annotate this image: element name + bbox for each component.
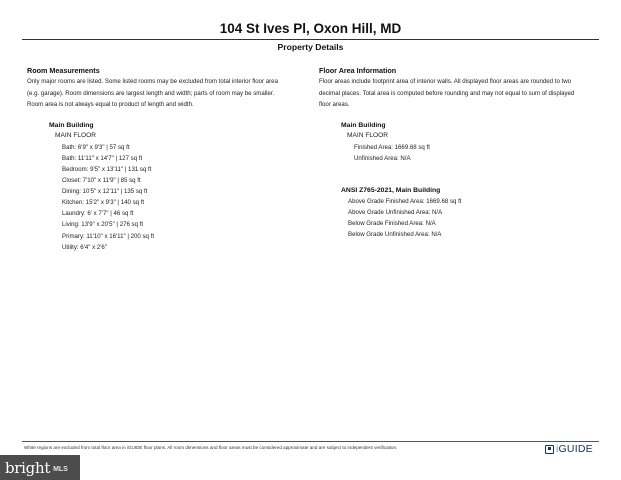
footer-divider bbox=[22, 441, 599, 442]
bright-mls-watermark bbox=[0, 455, 80, 480]
text-line: Only major rooms are listed. Some listed rooms may be excluded from total interior floor area bbox=[27, 78, 278, 85]
room-list bbox=[49, 142, 154, 253]
floor-area-info-section bbox=[319, 66, 601, 111]
rooms-building-title: Main Building bbox=[49, 122, 94, 129]
bright-logo-suffix: MLS bbox=[53, 465, 68, 473]
iguide-logo bbox=[545, 442, 593, 456]
room-measurements-text bbox=[27, 76, 309, 111]
ansi-heading: ANSI Z765-2021, Main Building bbox=[341, 187, 441, 194]
text-line: Room area is not always equal to product of length and width. bbox=[27, 101, 194, 109]
area-list bbox=[341, 142, 430, 164]
room-measurements-heading: Room Measurements bbox=[27, 66, 100, 75]
area-floor-label: MAIN FLOOR bbox=[347, 132, 389, 139]
room-item: Bedroom: 9'5" x 13'11" | 131 sq ft bbox=[62, 165, 152, 173]
text-line: Floor areas include footprint area of interior walls. All displayed floor areas are rounded to two bbox=[319, 78, 572, 85]
title-divider bbox=[22, 39, 599, 40]
bright-logo-word: bright bbox=[5, 458, 51, 477]
room-item: Laundry: 6' x 7'7" | 46 sq ft bbox=[62, 210, 134, 218]
iguide-logo-word: GUIDE bbox=[558, 443, 593, 455]
room-item: Closet: 7'10" x 11'9" | 85 sq ft bbox=[62, 177, 141, 185]
room-item: Living: 13'9" x 20'5" | 276 sq ft bbox=[62, 221, 144, 229]
ansi-item: Above Grade Unfinished Area: N/A bbox=[348, 209, 443, 217]
area-item: Finished Area: 1669.68 sq ft bbox=[354, 143, 430, 151]
floor-area-block bbox=[341, 121, 430, 164]
ansi-block bbox=[341, 186, 461, 240]
room-item: Dining: 10'5" x 12'11" | 135 sq ft bbox=[62, 188, 148, 196]
section-title: Property Details bbox=[277, 42, 344, 52]
ansi-list bbox=[341, 196, 461, 240]
ansi-item: Below Grade Finished Area: N/A bbox=[348, 220, 436, 228]
room-item: Bath: 11'11" x 14'7" | 127 sq ft bbox=[62, 154, 143, 162]
area-item: Unfinished Area: N/A bbox=[354, 154, 411, 162]
floor-area-info-text bbox=[319, 76, 601, 111]
room-measurements-section bbox=[27, 66, 309, 111]
floor-area-info-heading: Floor Area Information bbox=[319, 66, 397, 75]
text-line: (e.g. garage). Room dimensions are largest length and width; parts of room may be smaller. bbox=[27, 89, 275, 97]
text-line: floor areas. bbox=[319, 101, 350, 109]
ansi-item: Below Grade Unfinished Area: N/A bbox=[348, 231, 442, 239]
area-building-title: Main Building bbox=[341, 122, 386, 129]
iguide-logo-text bbox=[556, 443, 593, 455]
iguide-logo-icon bbox=[545, 445, 554, 454]
page-title: 104 St Ives Pl, Oxon Hill, MD bbox=[219, 21, 402, 36]
room-item: Bath: 6'9" x 9'3" | 57 sq ft bbox=[62, 143, 130, 151]
room-item: Primary: 11'10" x 16'11" | 200 sq ft bbox=[62, 232, 155, 240]
ansi-item: Above Grade Finished Area: 1669.68 sq ft bbox=[348, 198, 462, 205]
footer-disclaimer: White regions are excluded from total floor area in iGUIDE floor plans. All room dimensions and floor areas must be considered approximate and are subject to independent verification. bbox=[24, 445, 398, 450]
text-line: decimal places. Total area is computed before rounding and may not equal to sum of displayed bbox=[319, 89, 575, 97]
iguide-logo-prefix: i bbox=[556, 443, 559, 455]
room-item: Utility: 6'4" x 2'6" bbox=[62, 243, 107, 251]
room-item: Kitchen: 15'2" x 9'3" | 140 sq ft bbox=[62, 199, 145, 207]
rooms-block bbox=[49, 121, 154, 253]
rooms-floor-label: MAIN FLOOR bbox=[55, 132, 97, 139]
